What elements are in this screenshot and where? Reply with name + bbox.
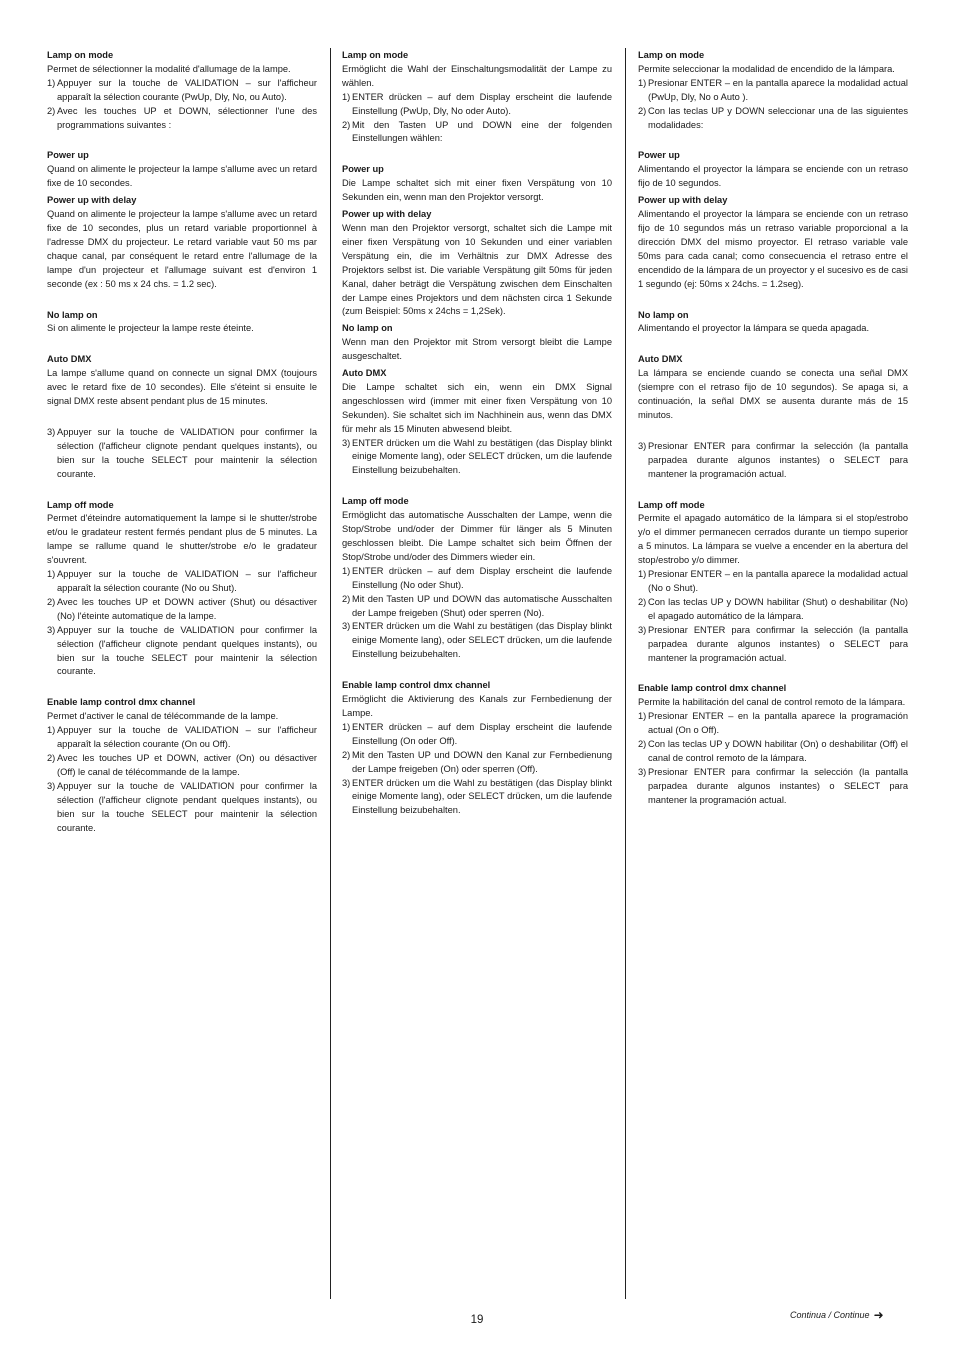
section-heading: Power up with delay xyxy=(342,209,432,220)
section-heading: Lamp on mode xyxy=(342,50,409,60)
section-heading: Power up xyxy=(342,164,384,175)
step-list xyxy=(638,440,908,482)
section-spacer xyxy=(47,132,317,149)
step-text: Con las teclas UP y DOWN seleccionar una de las siguientes modalidades: xyxy=(648,105,908,130)
step-text: Presionar ENTER para confirmar la selección (la pantalla parpadea durante algunos instantes) o SELECT para mantener la programación actual. xyxy=(648,766,908,805)
list-item xyxy=(638,77,908,105)
step-text: Presionar ENTER para confirmar la selección (la pantalla parpadea durante algunos instantes) o SELECT para mantener la programación actual. xyxy=(648,440,908,479)
step-text: ENTER drücken – auf dem Display erscheint die laufende Einstellung (PwUp, Dly, No oder Auto). xyxy=(352,91,612,116)
section-body: Permite seleccionar la modalidad de encendido de la lámpara. xyxy=(638,63,895,74)
list-item xyxy=(638,710,908,738)
step-text: Mit den Tasten UP und DOWN das automatische Ausschalten der Lampe freigeben (Shut) oder sperren (No). xyxy=(352,593,612,618)
step-text: Avec les touches UP et DOWN, activer (On) ou désactiver (Off) le canal de télécommande de la lampe. xyxy=(57,752,317,777)
step-text: ENTER drücken um die Wahl zu bestätigen (das Display blinkt einige Momente lang), oder SELECT drücken, um die laufende Einstellung beizubehalten. xyxy=(352,621,612,660)
section-body: Wenn man den Projektor mit Strom versorgt bleibt die Lampe ausgeschaltet. xyxy=(342,337,612,362)
column-spanish xyxy=(638,49,908,808)
section-body: La lampe s'allume quand on connecte un signal DMX (toujours avec le retard fixe de 10 secondes). Elle s'éteint si ensuite le signal DMX reste absent pendant plus de 15 minutes. xyxy=(47,368,317,407)
list-item xyxy=(47,568,317,596)
manual-section xyxy=(342,322,612,364)
step-list xyxy=(47,426,317,482)
step-list xyxy=(47,724,317,835)
step-number: 3) xyxy=(342,777,351,788)
section-heading: Power up with delay xyxy=(638,195,728,206)
section-body: Die Lampe schaltet sich ein, wenn ein DMX Signal angeschlossen wird (immer mit einer fixen Verspätung von 10 Sekunden). Sie schaltet sich im Nachhinein aus, wenn das DMX für mehr als 15 Minuten abwesend bleibt. xyxy=(342,381,612,434)
section-spacer xyxy=(47,409,317,426)
step-text: Appuyer sur la touche de VALIDATION pour confirmer la sélection (l'afficheur clignote pendant quelques instants), ou bien sur la touche SELECT pour maintenir la sélection courante. xyxy=(57,624,317,677)
section-heading: Enable lamp control dmx channel xyxy=(638,683,787,694)
manual-section xyxy=(638,149,908,191)
step-number: 1) xyxy=(47,725,56,736)
section-spacer xyxy=(638,665,908,682)
step-number: 1) xyxy=(342,721,351,732)
section-heading: Power up with delay xyxy=(47,195,137,206)
manual-section xyxy=(342,208,612,319)
list-item xyxy=(638,596,908,624)
section-heading: No lamp on xyxy=(638,309,689,320)
section-heading: Enable lamp control dmx channel xyxy=(342,680,491,691)
section-spacer xyxy=(638,482,908,499)
step-text: Presionar ENTER – en la pantalla aparece la programación actual (On o Off). xyxy=(648,711,908,736)
section-heading: Lamp off mode xyxy=(638,499,705,510)
section-body: Si on alimente le projecteur la lampe reste éteinte. xyxy=(47,323,254,334)
manual-section xyxy=(47,309,317,337)
manual-section xyxy=(47,426,317,482)
list-item xyxy=(638,624,908,666)
step-list xyxy=(47,568,317,679)
manual-section xyxy=(47,194,317,291)
list-item xyxy=(47,752,317,780)
step-number: 3) xyxy=(47,780,56,791)
list-item xyxy=(47,624,317,680)
section-body: Permite la habilitación del canal de control remoto de la lámpara. xyxy=(638,697,906,708)
manual-section xyxy=(47,353,317,409)
step-text: Appuyer sur la touche de VALIDATION – sur l'afficheur apparaît la sélection courante (No ou Shut). xyxy=(57,569,317,593)
step-number: 2) xyxy=(342,749,351,760)
continue-note xyxy=(790,1308,920,1322)
section-body: Ermöglicht die Aktivierung des Kanals zur Fernbedienung der Lampe. xyxy=(342,694,612,718)
section-spacer xyxy=(47,679,317,696)
step-text: Mit den Tasten UP und DOWN eine der folgenden Einstellungen wählen: xyxy=(352,119,612,144)
list-item xyxy=(47,596,317,624)
manual-section xyxy=(47,499,317,680)
step-number: 2) xyxy=(342,593,351,604)
step-text: Mit den Tasten UP und DOWN den Kanal zur Fernbedienung der Lampe freigeben (On) oder sperren (Off). xyxy=(352,749,612,774)
section-heading: Auto DMX xyxy=(342,368,387,379)
step-number: 2) xyxy=(342,119,351,130)
section-heading: No lamp on xyxy=(47,309,98,320)
step-number: 3) xyxy=(638,440,647,451)
list-item xyxy=(638,105,908,133)
section-body: Ermöglicht das automatische Ausschalten der Lampe, wenn die Stop/Strobe und/oder der Dimmer für länger als 5 Minuten geschlossen bleibt. Die Lampe schaltet sich beim Öffnen der Stop/Strobe und/oder des Dimmers wieder ein. xyxy=(342,510,612,562)
step-number: 3) xyxy=(47,426,56,437)
manual-section xyxy=(342,49,612,146)
list-item xyxy=(47,105,317,133)
manual-section xyxy=(47,696,317,835)
manual-section xyxy=(342,679,612,818)
section-heading: No lamp on xyxy=(342,323,393,334)
step-text: Appuyer sur la touche de VALIDATION pour confirmer la sélection (l'afficheur clignote pendant quelques instants), ou bien sur la touche SELECT pour maintenir la sélection courante. xyxy=(57,426,317,479)
section-spacer xyxy=(638,336,908,353)
step-list xyxy=(638,77,908,133)
section-body: Alimentando el proyector la lámpara se enciende con un retraso fijo de 10 segundos más un retraso variable proporcional a la dirección DMX del mismo proyector. El retraso variable vale 50ms para cada canal; como consecuencia el retraso entre el encendido de la lámpara de un proyector y el sucesivo es de casi 1 segundo (ej: 50ms x 24chs. = 1.2seg). xyxy=(638,209,908,289)
section-body: Permet de sélectionner la modalité d'allumage de la lampe. xyxy=(47,63,291,74)
section-spacer xyxy=(638,423,908,440)
section-heading: Lamp on mode xyxy=(47,50,114,60)
section-body: Wenn man den Projektor versorgt, schaltet sich die Lampe mit einer fixen Verspätung von 10 Sekunden und einer variablen Verspätung ein, die im Verhältnis zur DMX Adresse des Projektors selbst ist. Die variable Verspätung gilt 50ms für jeden Kanal, daher beträgt die Verspätung zwischen dem Einschalten der Lampe eines Projektors und dem nächsten circa 1 Sekunde (zum Beispiel: 50ms x 24chs = 1,2Sek). xyxy=(342,222,612,317)
manual-section xyxy=(638,353,908,423)
manual-section xyxy=(638,309,908,337)
list-item xyxy=(638,440,908,482)
section-spacer xyxy=(638,292,908,309)
section-spacer xyxy=(342,146,612,163)
section-body: Permet d'éteindre automatiquement la lampe si le shutter/strobe et/ou le gradateur restent fermés pendant plus de 5 minutes. La lampe se rallume quand le shutter/strobe e/o le gradateur s'ouvrent. xyxy=(47,513,317,566)
step-text: Presionar ENTER – en la pantalla aparece la modalidad actual (PwUp, Dly, No o Auto ). xyxy=(648,77,908,102)
section-heading: Enable lamp control dmx channel xyxy=(47,697,196,708)
manual-section xyxy=(638,499,908,666)
list-item xyxy=(342,565,612,593)
step-text: ENTER drücken um die Wahl zu bestätigen (das Display blinkt einige Momente lang), oder SELECT drücken, um die laufende Einstellung beizubehalten. xyxy=(352,777,612,816)
step-text: Appuyer sur la touche de VALIDATION – sur l'afficheur apparaît la sélection courante (PwUp, Dly, No, ou Auto). xyxy=(57,77,317,102)
section-heading: Lamp on mode xyxy=(638,50,705,60)
step-text: Avec les touches UP et DOWN activer (Shut) ou désactiver (No) l'éteinte automatique de la lampe. xyxy=(57,596,317,621)
step-number: 3) xyxy=(638,766,647,777)
section-body: Quand on alimente le projecteur la lampe s'allume avec un retard fixe de 10 secondes. xyxy=(47,164,317,189)
section-spacer xyxy=(638,132,908,149)
section-body: Ermöglicht die Wahl der Einschaltungsmodalität der Lampe zu wählen. xyxy=(342,63,612,88)
section-body: Alimentando el proyector la lámpara se queda apagada. xyxy=(638,323,870,334)
step-number: 1) xyxy=(342,565,351,576)
step-list xyxy=(47,77,317,133)
list-item xyxy=(638,738,908,766)
list-item xyxy=(342,119,612,147)
step-number: 3) xyxy=(342,437,351,448)
step-number: 1) xyxy=(47,569,56,580)
step-text: ENTER drücken – auf dem Display erscheint die laufende Einstellung (On oder Off). xyxy=(352,721,612,746)
column-french xyxy=(47,49,317,835)
section-body: Permet d'activer le canal de télécommande de la lampe. xyxy=(47,711,279,722)
section-spacer xyxy=(342,662,612,679)
list-item xyxy=(342,749,612,777)
manual-section xyxy=(638,49,908,132)
list-item xyxy=(638,766,908,808)
step-list xyxy=(638,710,908,807)
list-item xyxy=(342,593,612,621)
step-text: ENTER drücken um die Wahl zu bestätigen (das Display blinkt einige Momente lang), oder SELECT drücken, um die laufende Einstellung beizubehalten. xyxy=(352,437,612,476)
section-heading: Lamp off mode xyxy=(47,499,114,510)
section-body: Die Lampe schaltet sich mit einer fixen Verspätung von 10 Sekunden ein, wenn man den Projektor versorgt. xyxy=(342,178,612,203)
step-number: 3) xyxy=(638,624,647,635)
column-divider xyxy=(330,48,331,1299)
section-heading: Auto DMX xyxy=(47,354,92,365)
step-number: 3) xyxy=(342,621,351,632)
section-heading: Lamp off mode xyxy=(342,496,409,507)
step-number: 2) xyxy=(47,752,56,763)
list-item xyxy=(47,724,317,752)
arrow-right-icon: ➜ xyxy=(873,1308,884,1322)
step-list xyxy=(342,565,612,662)
step-text: Avec les touches UP et DOWN, sélectionner l'une des programmations suivantes : xyxy=(57,105,317,130)
section-spacer xyxy=(47,292,317,309)
step-list xyxy=(342,91,612,147)
list-item xyxy=(342,721,612,749)
list-item xyxy=(342,777,612,819)
manual-section xyxy=(47,149,317,191)
step-number: 1) xyxy=(47,77,56,88)
step-number: 2) xyxy=(638,596,647,607)
section-body: Alimentando el proyector la lámpara se enciende con un retraso fijo de 10 segundos. xyxy=(638,164,908,189)
step-text: ENTER drücken – auf dem Display erscheint die laufende Einstellung (No oder Shut). xyxy=(352,565,612,590)
list-item xyxy=(47,426,317,482)
column-divider xyxy=(625,48,626,1299)
step-number: 1) xyxy=(638,569,647,580)
step-list xyxy=(342,721,612,818)
step-number: 2) xyxy=(47,105,56,116)
list-item xyxy=(47,780,317,836)
section-heading: Auto DMX xyxy=(638,354,683,365)
section-body: Permite el apagado automático de la lámpara si el stop/estrobo y/o el dimmer permanecen cerrados durante un tiempo superior a 5 minutos. La lámpara se vuelve a encender en la abertura del stop/estrobo y/o dimmer. xyxy=(638,513,908,566)
list-item xyxy=(342,620,612,662)
manual-section xyxy=(47,49,317,132)
list-item xyxy=(638,568,908,596)
manual-section xyxy=(342,367,612,478)
step-number: 1) xyxy=(638,77,647,88)
section-spacer xyxy=(47,336,317,353)
manual-section xyxy=(638,682,908,807)
column-german xyxy=(342,49,612,818)
section-spacer xyxy=(47,482,317,499)
step-number: 2) xyxy=(47,596,56,607)
section-heading: Power up xyxy=(638,150,680,161)
manual-section xyxy=(342,163,612,205)
continue-label: Continua / Continue xyxy=(790,1310,870,1320)
step-number: 1) xyxy=(638,711,647,722)
section-heading: Power up xyxy=(47,150,89,161)
list-item xyxy=(47,77,317,105)
step-text: Appuyer sur la touche de VALIDATION – sur l'afficheur apparaît la sélection courante (On ou Off). xyxy=(57,725,317,750)
step-number: 3) xyxy=(47,624,56,635)
list-item xyxy=(342,437,612,479)
step-text: Presionar ENTER – en la pantalla aparece la modalidad actual (No o Shut). xyxy=(648,569,908,593)
section-body: La lámpara se enciende cuando se conecta una señal DMX (siempre con el retraso fijo de 10 segundos). Se apaga si, a continuación, la señal DMX se ausenta durante más de 15 minutos. xyxy=(638,368,908,420)
step-text: Presionar ENTER para confirmar la selección (la pantalla parpadea durante algunos instantes) o SELECT para mantener la programación actual. xyxy=(648,624,908,663)
manual-section xyxy=(342,495,612,662)
step-text: Con las teclas UP y DOWN habilitar (Shut) o deshabilitar (No) el apagado automático de la lámpara. xyxy=(648,596,908,621)
manual-section xyxy=(638,440,908,482)
section-body: Quand on alimente le projecteur la lampe s'allume avec un retard fixe de 10 secondes, plus un retard variable proportionnel à l'adresse DMX du projecteur. Le retard variable vaut 50 ms par chaque canal, par conséquent le retard entre l'allumage de la lampe d'un projecteur et l'allumage suivant est d'environ 1 seconde (ex : 50 ms x 24 chs. = 1.2 sec). xyxy=(47,209,317,289)
section-spacer xyxy=(342,478,612,495)
step-number: 2) xyxy=(638,105,647,116)
page-number: 19 xyxy=(470,1314,484,1326)
step-list xyxy=(638,568,908,665)
step-text: Appuyer sur la touche de VALIDATION pour confirmer la sélection (l'afficheur clignote pendant quelques instants), ou bien sur la touche SELECT pour maintenir la sélection courante. xyxy=(57,780,317,833)
step-number: 2) xyxy=(638,739,647,750)
manual-section xyxy=(638,194,908,291)
list-item xyxy=(342,91,612,119)
step-text: Con las teclas UP y DOWN habilitar (On) o deshabilitar (Off) el canal de control remoto de la lámpara. xyxy=(648,739,908,763)
step-number: 1) xyxy=(342,91,351,102)
step-list xyxy=(342,437,612,479)
